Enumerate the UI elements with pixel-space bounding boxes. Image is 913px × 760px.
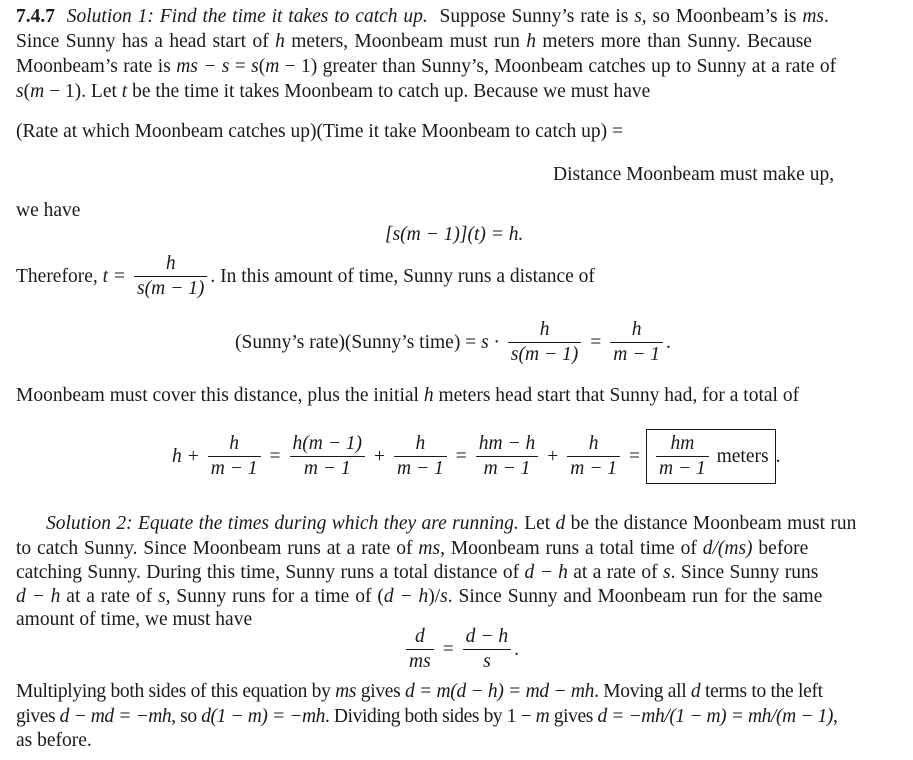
text: gives xyxy=(549,706,598,727)
text: meters, Moonbeam must run xyxy=(284,31,527,52)
text: Multiplying both sides of this equation by xyxy=(16,681,336,702)
fraction xyxy=(463,625,511,674)
var-m: m xyxy=(535,706,550,727)
text: Therefore, xyxy=(16,266,103,287)
text: , so Moonbeam’s is xyxy=(641,6,803,27)
fraction xyxy=(208,432,261,481)
text: . xyxy=(824,6,829,27)
text: (Sunny’s rate)(Sunny’s time) = xyxy=(235,332,482,353)
text: )/ xyxy=(428,586,441,607)
text: Moonbeam must cover this distance, plus the initial xyxy=(16,385,424,406)
solution1-heading: Solution 1: Find the time it takes to catch up. xyxy=(66,6,428,27)
denominator: m − 1 xyxy=(613,344,660,365)
solution2-line-5: amount of time, we must have xyxy=(16,609,253,630)
equals-sign: = xyxy=(114,266,126,287)
text: . Since Sunny and Moonbeam run for the same xyxy=(447,586,823,607)
equals-sign: = xyxy=(442,639,454,660)
equals-sign: = xyxy=(269,446,281,467)
text: . Dividing both sides by 1 − xyxy=(324,706,536,727)
var-h: h xyxy=(275,31,285,52)
var-h: h xyxy=(423,385,434,406)
numerator: h(m − 1) xyxy=(290,432,365,457)
var-h: h xyxy=(526,31,537,52)
therefore-line xyxy=(16,252,595,301)
numerator: h xyxy=(394,432,447,457)
text: ( xyxy=(23,81,31,102)
equals-sign: = xyxy=(590,332,602,353)
gives-line xyxy=(16,704,837,729)
denominator: s(m − 1) xyxy=(510,344,579,365)
solution2-line-1 xyxy=(46,511,856,536)
solution1-line-4 xyxy=(16,79,650,104)
text: Let xyxy=(518,513,556,534)
text: be the time it takes Moonbeam to catch up. Because we must have xyxy=(127,81,651,102)
expr: d − h xyxy=(524,562,568,583)
text: Suppose Sunny’s rate is xyxy=(439,6,635,27)
denominator: m − 1 xyxy=(303,458,351,479)
multiplying-line xyxy=(16,679,823,704)
text: terms to the left xyxy=(700,681,823,702)
plus-sign: + xyxy=(373,446,385,467)
fraction xyxy=(476,432,539,481)
text: before xyxy=(752,538,809,559)
text: , so xyxy=(171,706,202,727)
text: . Since Sunny runs xyxy=(670,562,819,583)
text: meters head start that Sunny had, for a total of xyxy=(433,385,800,406)
rate-line: (Rate at which Moonbeam catches up)(Time it take Moonbeam to catch up) = xyxy=(16,121,624,142)
denominator: ms xyxy=(409,651,431,672)
expr: d − h xyxy=(383,586,429,607)
text: , Sunny runs for a time of ( xyxy=(165,586,384,607)
text: , Moonbeam runs a total time of xyxy=(440,538,703,559)
period: . xyxy=(514,639,519,660)
var-ms: ms xyxy=(802,6,825,27)
var-s: s xyxy=(158,586,166,607)
denominator: m − 1 xyxy=(210,458,258,479)
text: to catch Sunny. Since Moonbeam runs at a rate of xyxy=(16,538,419,559)
numerator: h xyxy=(567,432,620,457)
fraction xyxy=(290,432,365,481)
denominator: m − 1 xyxy=(658,458,706,479)
solution1-line-3 xyxy=(16,54,836,79)
numerator: hm xyxy=(656,432,709,457)
problem-number: 7.4.7 xyxy=(16,6,55,27)
var-m: m xyxy=(265,56,280,77)
solution1-line-2 xyxy=(16,29,812,54)
solution2-line-4 xyxy=(16,584,822,609)
fraction xyxy=(406,625,434,674)
numerator: h xyxy=(208,432,261,457)
numerator: h xyxy=(134,252,207,277)
text: − 1) greater than Sunny’s, Moonbeam catches up to Sunny at a rate of xyxy=(279,56,837,77)
solution2-line-3 xyxy=(16,560,818,585)
fraction xyxy=(656,432,709,481)
var-s: s xyxy=(440,586,448,607)
fraction xyxy=(610,318,663,367)
text: at a rate of xyxy=(60,586,158,607)
equation-1: [s(m − 1)](t) = h. xyxy=(385,224,524,245)
text: meters more than Sunny. Because xyxy=(536,31,812,52)
text: Since Sunny has a head start of xyxy=(16,31,276,52)
var-t: t xyxy=(102,266,109,287)
denominator: s xyxy=(483,651,491,672)
equals-sign: = xyxy=(455,446,467,467)
moonbeam-cover-line xyxy=(16,383,799,408)
plus-sign: + xyxy=(547,446,559,467)
var-m: m xyxy=(30,81,45,102)
solution2-line-2 xyxy=(16,536,808,561)
expr: d − md = −mh xyxy=(59,706,172,727)
var-s: s xyxy=(16,81,24,102)
text: be the distance Moonbeam must run xyxy=(565,513,857,534)
text: catching Sunny. During this time, Sunny runs a total distance of xyxy=(16,562,525,583)
var-h: h xyxy=(172,446,182,467)
expr: ms − s xyxy=(176,56,230,77)
fraction xyxy=(508,318,581,367)
numerator: d xyxy=(406,625,434,650)
var-ms: ms xyxy=(335,681,357,702)
solution2-heading: Solution 2: Equate the times during which they are running. xyxy=(46,513,519,534)
text: . In this amount of time, Sunny runs a distance of xyxy=(210,266,595,287)
var-s: s xyxy=(662,562,671,583)
text: gives xyxy=(16,706,60,727)
var-s: s xyxy=(634,6,642,27)
plus-sign: + xyxy=(187,446,199,467)
var-s: s xyxy=(481,332,489,353)
distance-line: Distance Moonbeam must make up, xyxy=(553,164,835,185)
total-distance-equation xyxy=(172,429,780,484)
equals-sign: = xyxy=(628,446,640,467)
text: ( xyxy=(258,56,266,77)
fraction xyxy=(567,432,620,481)
numerator: h xyxy=(610,318,663,343)
var-t: t xyxy=(121,81,128,102)
unit-meters: meters xyxy=(716,446,769,467)
fraction xyxy=(394,432,447,481)
period: . xyxy=(665,332,671,353)
period: . xyxy=(775,446,781,467)
boxed-answer xyxy=(646,429,776,484)
as-before: as before. xyxy=(16,730,92,751)
text: gives xyxy=(356,681,406,702)
text: , xyxy=(832,706,838,727)
numerator: d − h xyxy=(463,625,511,650)
var-s: s xyxy=(251,56,259,77)
text: Moonbeam’s rate is xyxy=(16,56,177,77)
denominator: s(m − 1) xyxy=(137,278,205,299)
var-d: d xyxy=(555,513,566,534)
numerator: hm − h xyxy=(476,432,539,457)
var-ms: ms xyxy=(418,538,441,559)
solution1-line-1 xyxy=(16,4,829,29)
denominator: m − 1 xyxy=(483,458,531,479)
fraction xyxy=(134,252,207,301)
denominator: m − 1 xyxy=(570,458,617,479)
numerator: h xyxy=(508,318,581,343)
expr: d − h xyxy=(16,586,61,607)
text: = xyxy=(229,56,252,77)
expr: d = m(d − h) = md − mh xyxy=(405,681,595,702)
we-have: we have xyxy=(16,200,81,221)
expr: d/(ms) xyxy=(702,538,753,559)
denominator: m − 1 xyxy=(396,458,444,479)
expr: d = −mh/(1 − m) = mh/(m − 1) xyxy=(597,706,833,727)
sunny-distance-equation xyxy=(235,318,671,367)
var-d: d xyxy=(690,681,701,702)
text: − 1). Let xyxy=(44,81,122,102)
dot: · xyxy=(488,332,505,353)
expr: d(1 − m) = −mh xyxy=(201,706,325,727)
text: at a rate of xyxy=(567,562,663,583)
time-equation xyxy=(403,625,519,674)
text: . Moving all xyxy=(594,681,691,702)
